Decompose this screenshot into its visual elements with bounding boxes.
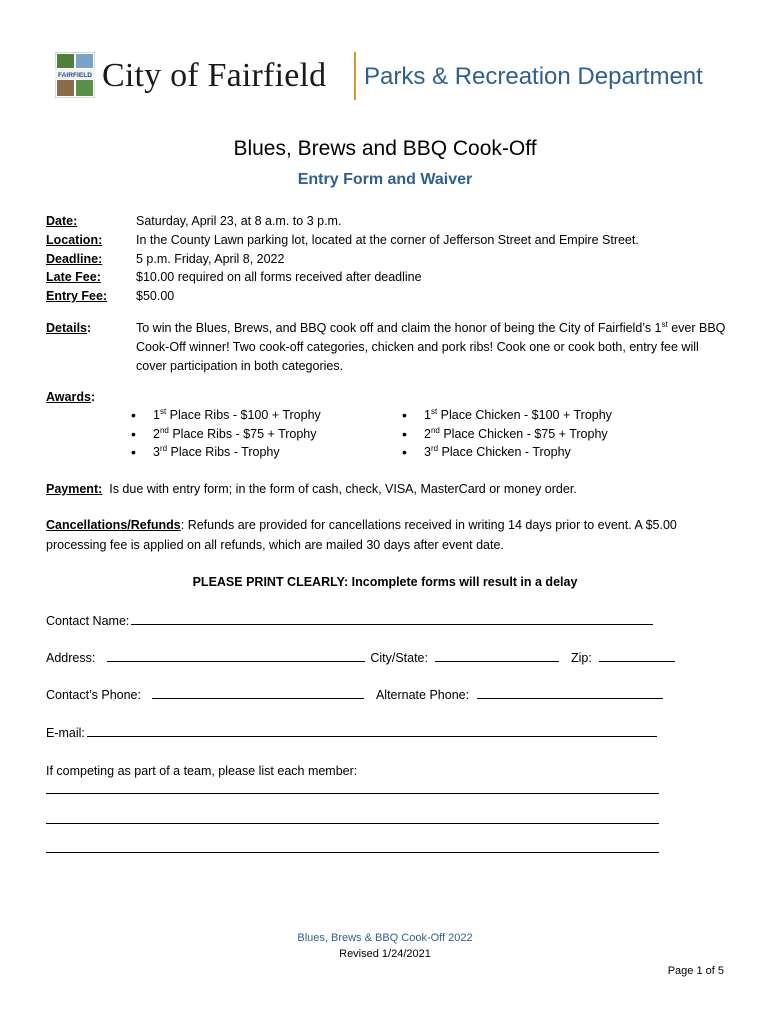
info-label: Late Fee: <box>46 270 101 284</box>
header-divider <box>354 52 356 100</box>
info-label: Location: <box>46 233 103 247</box>
info-label: Entry Fee: <box>46 289 108 303</box>
page-subtitle: Entry Form and Waiver <box>297 171 473 188</box>
phone-line <box>46 685 665 704</box>
info-value: $50.00 <box>136 289 175 303</box>
email-field[interactable]: E-mail: <box>46 723 659 742</box>
chicken-awards-list <box>402 406 612 462</box>
page-title: Blues, Brews and BBQ Cook-Off <box>233 137 537 160</box>
list-item: • 1st Place Ribs - $100 + Trophy <box>131 406 321 425</box>
info-value: $10.00 required on all forms received after deadline <box>136 270 422 284</box>
list-item: • 1st Place Chicken - $100 + Trophy <box>402 406 612 425</box>
info-value: Saturday, April 23, at 8 a.m. to 3 p.m. <box>136 214 342 228</box>
cancellations-paragraph: Cancellations/Refunds: Refunds are provided for cancellations received in writing 14 days prior to event. A $5.00 processing fee is applied on all refunds, which are mailed 30 days after event date. <box>46 518 677 552</box>
info-label: Deadline: <box>46 252 103 266</box>
details-text: To win the Blues, Brews, and BBQ cook off and claim the honor of being the City of Fairfield’s 1st ever BBQ Cook-Off winner! Two cook-off categories, chicken and pork ribs! Cook one or cook both, entry fee will cover participation in both categories. <box>136 320 726 373</box>
contact-name-field[interactable]: Contact Name: <box>46 611 655 630</box>
logo-text: FAIRFIELD <box>57 72 93 79</box>
payment-paragraph: Payment: Is due with entry form; in the form of cash, check, VISA, MasterCard or money order. <box>46 482 577 496</box>
footer-revised: Revised 1/24/2021 <box>339 948 431 960</box>
list-item: • 2nd Place Ribs - $75 + Trophy <box>131 425 321 444</box>
team-members-label: If competing as part of a team, please list each member: <box>46 764 358 778</box>
city-logo-icon <box>55 52 95 98</box>
list-item: • 3rd Place Ribs - Trophy <box>131 443 321 462</box>
list-item: • 2nd Place Chicken - $75 + Trophy <box>402 425 612 444</box>
info-label: Date: <box>46 214 78 228</box>
address-field[interactable] <box>107 648 365 662</box>
zip-label: Zip: <box>570 651 592 665</box>
ribs-awards-list <box>131 406 321 462</box>
team-member-line[interactable] <box>46 823 659 824</box>
awards-label: Awards: <box>46 390 96 404</box>
page-number: Page 1 of 5 <box>667 965 724 977</box>
address-label: Address: <box>46 651 96 665</box>
list-item: • 3rd Place Chicken - Trophy <box>402 443 612 462</box>
info-value: In the County Lawn parking lot, located at the corner of Jefferson Street and Empire Street. <box>136 233 639 247</box>
info-value: 5 p.m. Friday, April 8, 2022 <box>136 252 285 266</box>
city-name: City of Fairfield <box>102 57 327 94</box>
team-member-line[interactable] <box>46 793 659 794</box>
details-label: Details: <box>46 321 92 335</box>
alternate-phone-label: Alternate Phone: <box>375 688 470 702</box>
team-member-line[interactable] <box>46 852 659 853</box>
alternate-phone-field[interactable] <box>477 685 663 699</box>
contact-phone-field[interactable] <box>152 685 364 699</box>
footer-title: Blues, Brews & BBQ Cook-Off 2022 <box>297 932 473 944</box>
contact-phone-label: Contact’s Phone: <box>46 688 141 702</box>
city-state-label: City/State: <box>370 651 428 665</box>
print-clearly-notice: PLEASE PRINT CLEARLY: Incomplete forms will result in a delay <box>192 575 578 589</box>
city-state-field[interactable] <box>435 648 559 662</box>
address-line <box>46 648 677 667</box>
department-name: Parks & Recreation Department <box>364 63 703 90</box>
zip-field[interactable] <box>599 648 675 662</box>
